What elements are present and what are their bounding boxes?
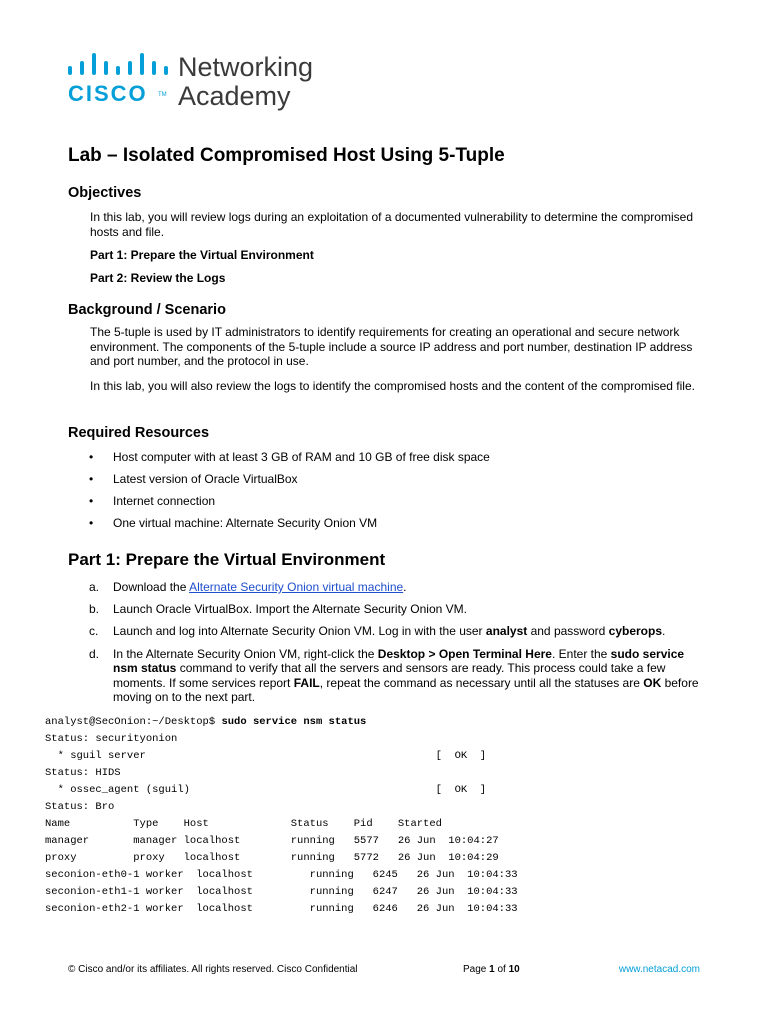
terminal-line: seconion-eth1-1 worker localhost running 6247 26 Jun 10:04:33 — [45, 886, 518, 898]
list-item: • Host computer with at least 3 GB of RAM and 10 GB of free disk space — [89, 450, 490, 464]
list-item: • Internet connection — [89, 494, 216, 508]
step-d: d. In the Alternate Security Onion VM, right-click the Desktop > Open Terminal Here. Enter the sudo service nsm status command to verify that all the servers and sensors are ready. This process could take a few moments. If some services report FAIL, repeat the command as necessary until all the statuses are OK before moving on to the next part. — [89, 646, 699, 704]
terminal-line: Status: securityonion — [45, 733, 178, 745]
brand-networking: Networking — [178, 52, 314, 82]
terminal-line: seconion-eth0-1 worker localhost running 6245 26 Jun 10:04:33 — [45, 869, 518, 881]
part1-steps — [68, 580, 708, 705]
cisco-bars-icon — [68, 50, 166, 80]
footer-copyright: © Cisco and/or its affiliates. All rights reserved. Cisco Confidential — [68, 964, 358, 975]
terminal-output — [45, 714, 518, 918]
terminal-line: * sguil server [ OK ] — [45, 750, 487, 762]
cisco-networking-academy-logo — [68, 50, 348, 110]
terminal-line: seconion-eth2-1 worker localhost running 6246 26 Jun 10:04:33 — [45, 903, 518, 915]
background-paragraph-1: The 5-tuple is used by IT administrators to identify requirements for creating an operational and secure network environment. The components of the 5-tuple include a source IP address and port number, destination IP address and port number, and the protocol in use. — [90, 325, 693, 368]
terminal-line: Status: HIDS — [45, 767, 121, 779]
terminal-line: Status: Bro — [45, 801, 115, 813]
objective-part-1: Part 1: Prepare the Virtual Environment — [90, 248, 314, 262]
step-c: c. Launch and log into Alternate Security Onion VM. Log in with the user analyst and password cyberops. — [89, 624, 666, 638]
terminal-line: manager manager localhost running 5577 26 Jun 10:04:27 — [45, 835, 499, 847]
terminal-line: * ossec_agent (sguil) [ OK ] — [45, 784, 487, 796]
footer-page-number: Page 1 of 10 — [463, 964, 520, 975]
step-b: b. Launch Oracle VirtualBox. Import the Alternate Security Onion VM. — [89, 601, 467, 616]
objectives-heading: Objectives — [68, 185, 142, 201]
objective-part-2: Part 2: Review the Logs — [90, 271, 226, 285]
terminal-command: sudo service nsm status — [221, 716, 367, 728]
resources-list — [68, 450, 708, 530]
list-item: • Latest version of Oracle VirtualBox — [89, 472, 298, 486]
lab-title: Lab – Isolated Compromised Host Using 5-Tuple — [68, 145, 505, 166]
trademark-mark: TM — [158, 92, 167, 98]
cisco-wordmark: CISCO — [68, 81, 148, 106]
resources-heading: Required Resources — [68, 425, 210, 441]
terminal-line: Name Type Host Status Pid Started — [45, 818, 442, 830]
download-vm-link[interactable]: Alternate Security Onion virtual machine — [189, 580, 404, 594]
part1-heading: Part 1: Prepare the Virtual Environment — [68, 550, 386, 569]
background-heading: Background / Scenario — [68, 302, 226, 318]
brand-academy: Academy — [178, 81, 291, 111]
terminal-prompt: analyst@SecOnion:~/Desktop$ — [45, 716, 222, 728]
step-a: a. Download the Alternate Security Onion virtual machine. — [89, 580, 407, 594]
footer-website-link[interactable]: www.netacad.com — [618, 964, 700, 975]
background-paragraph-2: In this lab, you will also review the logs to identify the compromised hosts and the content of the compromised file. — [90, 379, 695, 393]
terminal-line: proxy proxy localhost running 5772 26 Jun 10:04:29 — [45, 852, 499, 864]
list-item: • One virtual machine: Alternate Security Onion VM — [89, 516, 378, 530]
objectives-intro: In this lab, you will review logs during an exploitation of a documented vulnerability to determine the compromised hosts and file. — [90, 210, 693, 239]
